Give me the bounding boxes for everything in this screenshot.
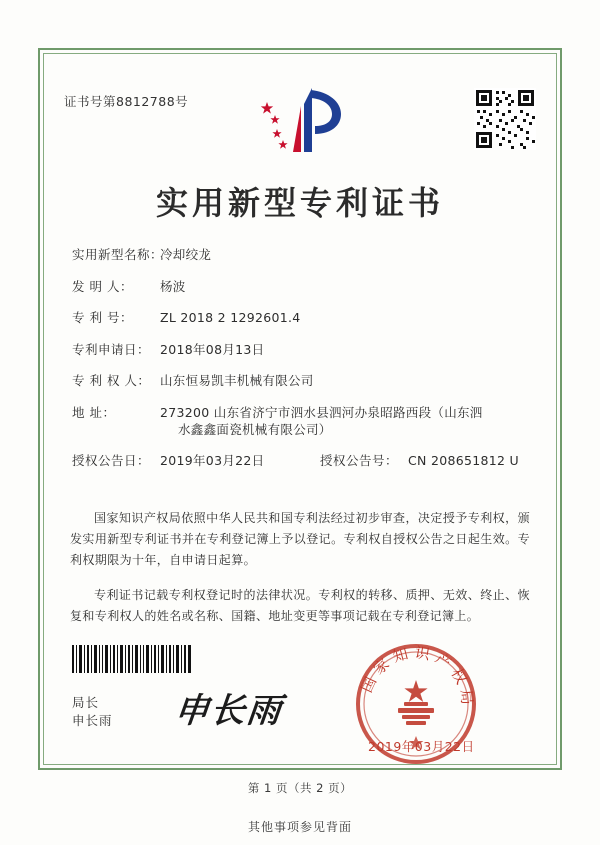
field-patentee: [72, 372, 528, 389]
grant-date-label: 授权公告日：: [72, 453, 151, 468]
field-patent-number: [72, 309, 528, 326]
field-label: 专 利 号：: [72, 310, 133, 325]
field-value: 2018年08月13日: [160, 341, 265, 357]
field-label: 发 明 人：: [72, 278, 133, 294]
grant-number-group: [320, 452, 528, 469]
grant-two-column: [72, 452, 528, 469]
qr-code-icon: [474, 88, 536, 150]
legal-text: [70, 508, 530, 641]
field-label: 专 利 权 人：: [72, 373, 151, 388]
cnipa-emblem-icon: [255, 82, 347, 160]
grant-date-group: [72, 452, 320, 469]
grant-number-label: 授权公告号：: [320, 453, 399, 468]
director-title-label: 局长: [72, 695, 100, 710]
field-utility-model-name: [72, 246, 528, 263]
grant-date-value: 2019年03月22日: [160, 453, 265, 468]
handwritten-signature: 申长雨: [172, 691, 285, 731]
footer-note: 其他事项参见背面: [247, 820, 352, 834]
seal-date: 2019年03月22日: [368, 739, 475, 754]
address-line-1: 273200 山东省济宁市泗水县泗河办泉昭路西段（山东泗: [160, 404, 483, 420]
barcode-icon: [72, 645, 192, 673]
field-list: [72, 246, 528, 484]
field-value: 杨波: [160, 278, 186, 294]
svg-text:国家知识产权局: 国家知识产权局: [357, 643, 477, 711]
field-value: 山东恒易凯丰机械有限公司: [160, 373, 314, 388]
signature-label-block: [72, 694, 113, 730]
field-grant-row: [72, 452, 528, 469]
field-application-date: [72, 341, 528, 358]
paragraph-1: 国家知识产权局依照中华人民共和国专利法经过初步审查，决定授予专利权，颁发实用新型专利证书并在专利登记簿上予以登记。专利权自授权公告之日起生效。专利权期限为十年，自申请日起算。: [70, 511, 530, 567]
field-label: 地 址：: [72, 404, 116, 420]
address-line-2: 水鑫鑫面瓷机械有限公司）: [178, 421, 332, 437]
field-value: 冷却绞龙: [160, 247, 212, 262]
field-value: ZL 2018 2 1292601.4: [160, 310, 301, 325]
field-label: 专利申请日：: [72, 341, 151, 357]
field-address: [72, 404, 528, 438]
certificate-number: 证书号第8812788号: [64, 94, 189, 109]
grant-number-value: CN 208651812 U: [408, 453, 519, 468]
director-name-label: 申长雨: [72, 713, 113, 728]
field-value-wrap: [160, 404, 528, 438]
page-title: 实用新型专利证书: [155, 184, 444, 222]
field-inventor: [72, 278, 528, 295]
field-label: 实用新型名称：: [72, 247, 164, 262]
paragraph-2: 专利证书记载专利权登记时的法律状况。专利权的转移、质押、无效、终止、恢复和专利权人的姓名或名称、国籍、地址变更等事项记载在专利登记簿上。: [70, 588, 530, 623]
page-indicator: 第 1 页（共 2 页）: [247, 781, 353, 795]
